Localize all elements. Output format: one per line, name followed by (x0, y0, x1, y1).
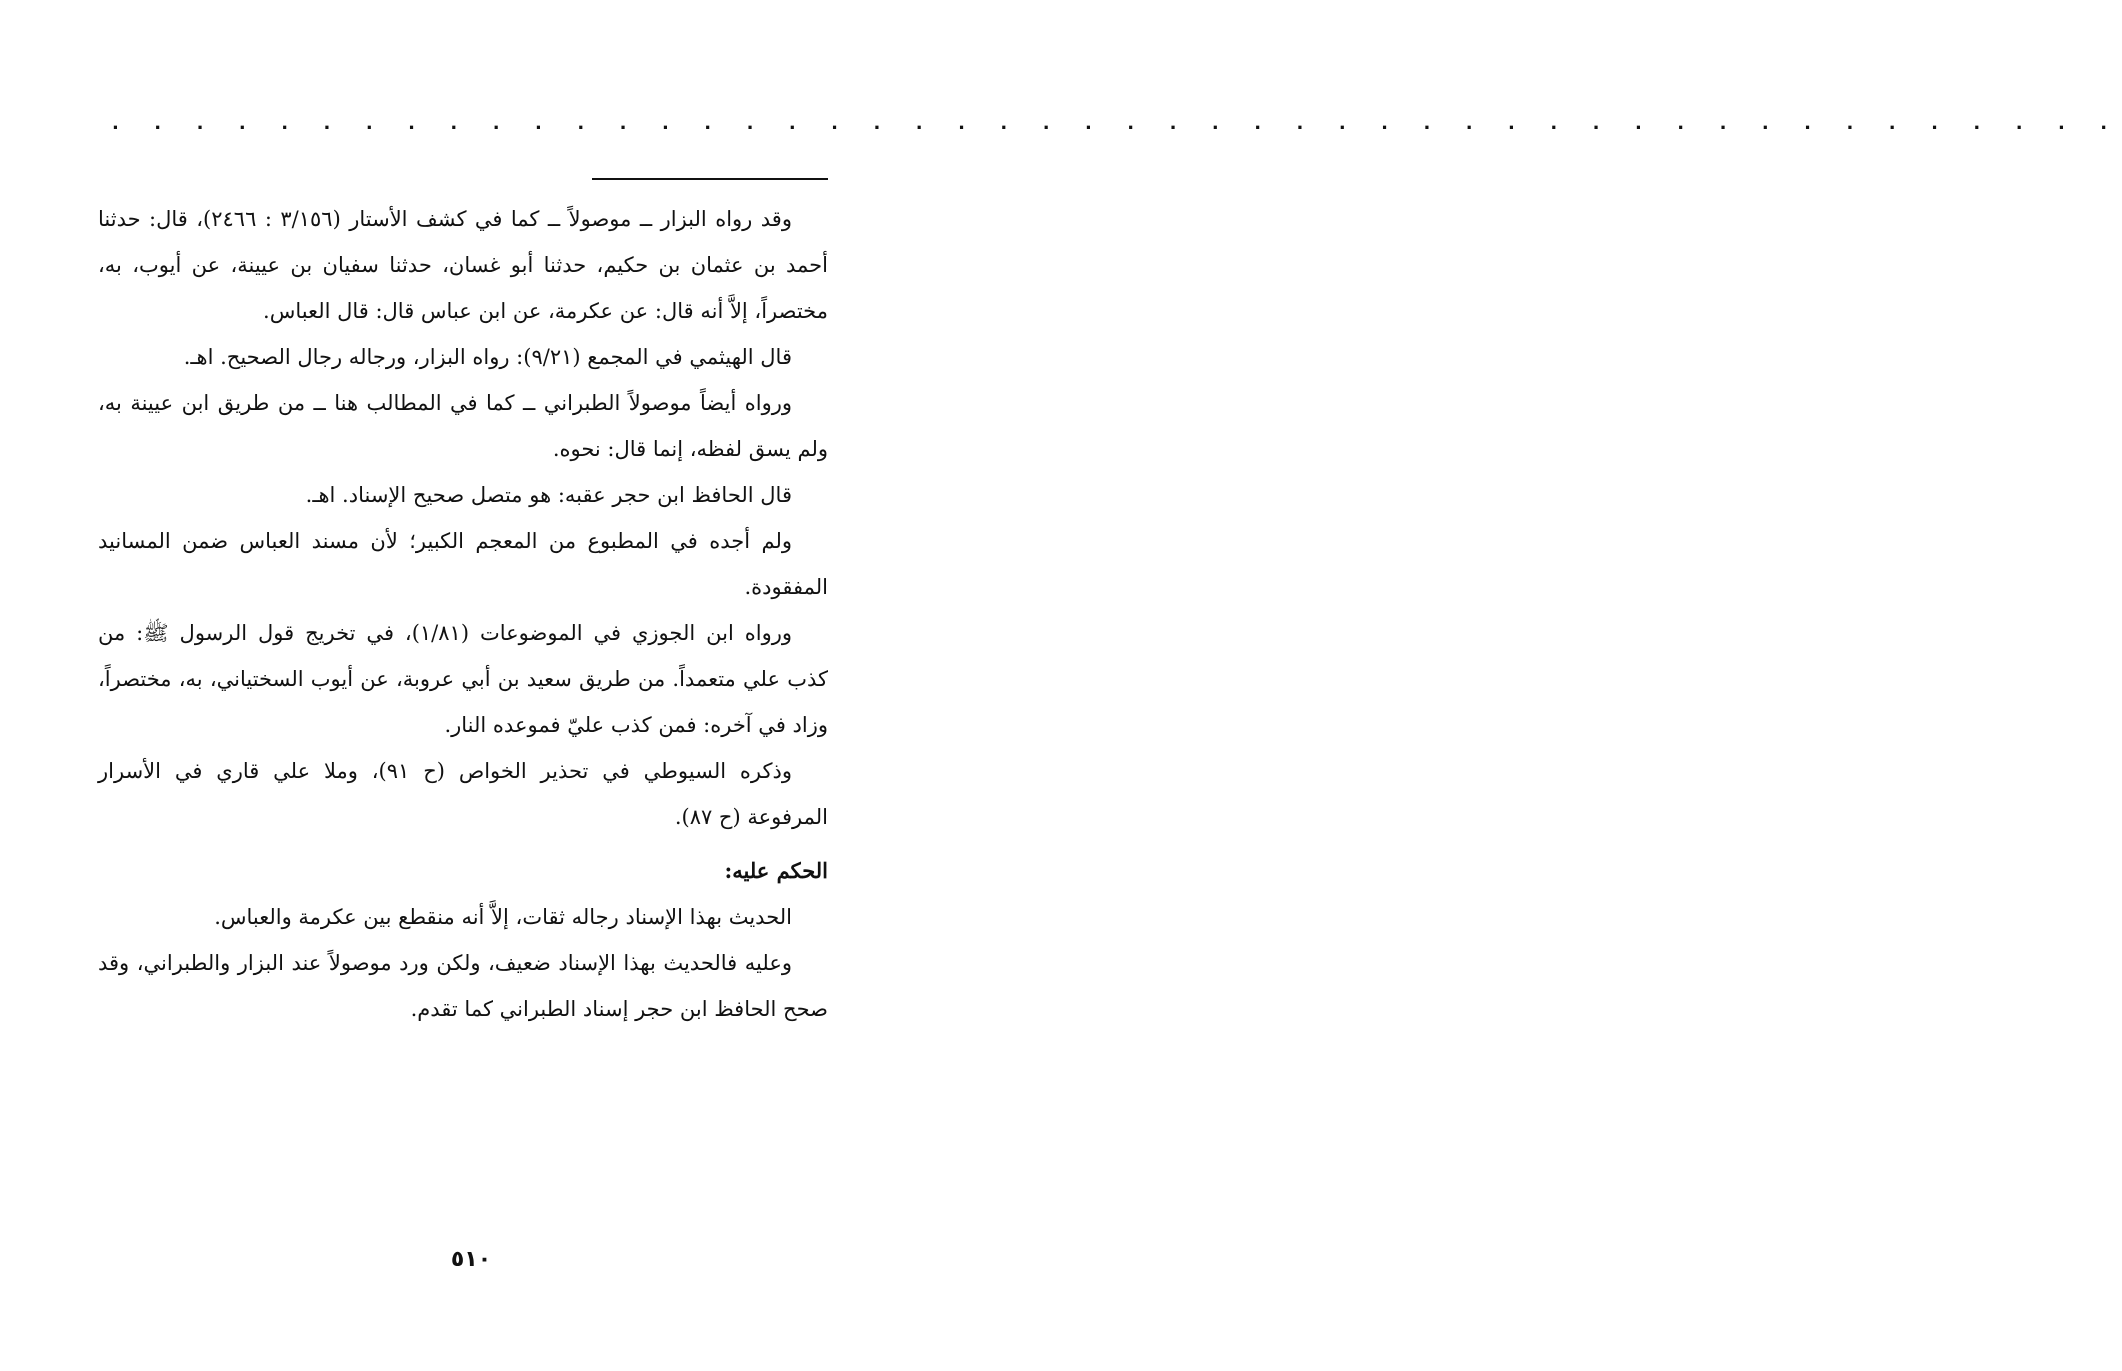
paragraph-ibn-jawzi: ورواه ابن الجوزي في الموضوعات (١/٨١)، في تخريج قول الرسول ﷺ: من كذب علي متعمداً. من طريق سعيد بن أبي عروبة، عن أيوب السختياني، به، مختصراً، وزاد في آخره: فمن كذب عليّ فموعده النار. (98, 621, 828, 737)
paragraph-bazzar: وقد رواه البزار ــ موصولاً ــ كما في كشف الأستار (٣/١٥٦ : ٢٤٦٦)، قال: حدثنا أحمد بن عثمان بن حكيم، حدثنا أبو غسان، حدثنا سفيان بن عيينة، عن أيوب، به، مختصراً، إلاَّ أنه قال: عن عكرمة، عن ابن عباس قال: قال العباس. (98, 207, 828, 323)
ruling-paragraph: وعليه فالحديث بهذا الإسناد ضعيف، ولكن ورد موصولاً عند البزار والطبراني، وقد صحح الحافظ ابن حجر إسناد الطبراني كما تقدم. (98, 951, 828, 1021)
paragraph-suyuti: وذكره السيوطي في تحذير الخواص (ح ٩١)، وملا علي قاري في الأسرار المرفوعة (ح ٨٧). (98, 759, 828, 829)
paragraph-mujam: ولم أجده في المطبوع من المعجم الكبير؛ لأن مسند العباس ضمن المسانيد المفقودة. (98, 529, 828, 599)
ruling-heading: الحكم عليه: (724, 858, 828, 883)
paragraph-tabarani: ورواه أيضاً موصولاً الطبراني ــ كما في المطالب هنا ــ من طريق ابن عيينة به، ولم يسق لفظه، إنما قال: نحوه. (98, 391, 828, 461)
paragraph-ibn-hajar: قال الحافظ ابن حجر عقبه: هو متصل صحيح الإسناد. اهـ. (305, 483, 792, 507)
footnote-rule (592, 178, 828, 180)
footnote-text (98, 196, 828, 1032)
dotted-separator: . . . . . . . . . . . . . . . . . . . . . . . . . . . . . . . . . . . . . . . . . . . . . . . . (112, 113, 2122, 134)
ruling-paragraph: الحديث بهذا الإسناد رجاله ثقات، إلاَّ أنه منقطع بين عكرمة والعباس. (214, 905, 792, 929)
page-number: ٥١٠ (450, 1247, 492, 1272)
paragraph-haythami: قال الهيثمي في المجمع (٩/٢١): رواه البزار، ورجاله رجال الصحيح. اهـ. (183, 345, 792, 369)
